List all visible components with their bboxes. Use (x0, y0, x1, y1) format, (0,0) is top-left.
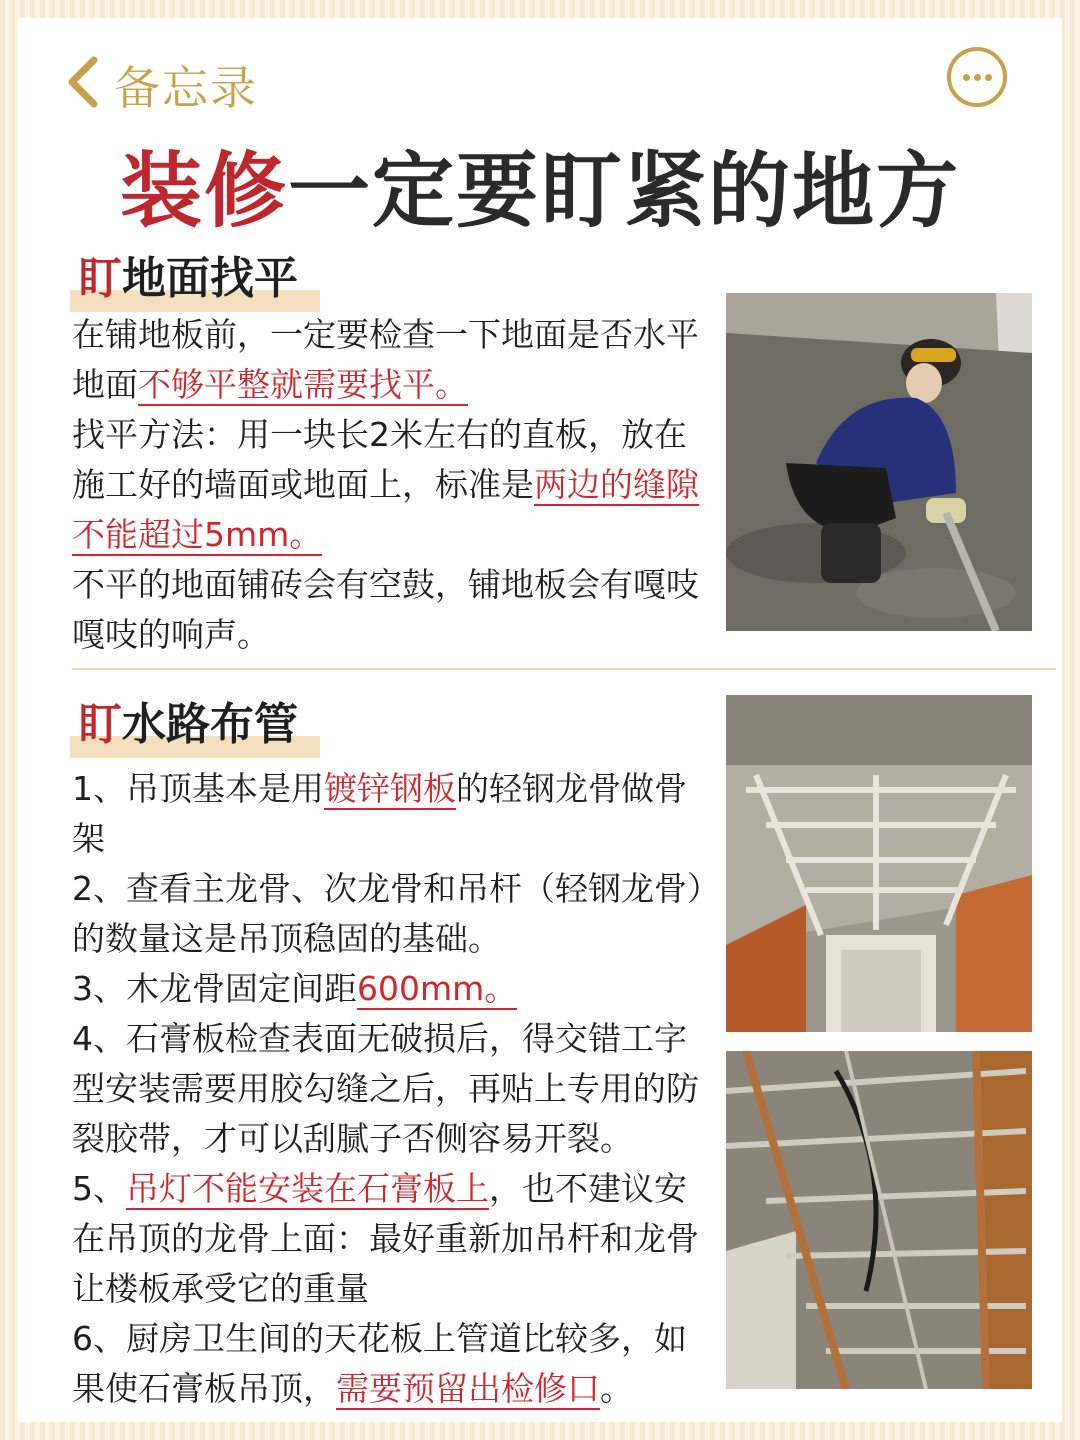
top-bar (18, 18, 1062, 118)
page-title-red: 装修 (119, 144, 288, 239)
highlight-text: 600mm。 (357, 969, 518, 1008)
more-dots-icon[interactable] (947, 47, 1007, 107)
section2-body (72, 764, 712, 1414)
section1-body (72, 310, 712, 660)
list-item: 1、吊顶基本是用镀锌钢板的轻钢龙骨做骨架 (72, 769, 687, 858)
heading-text: 水路布管 (122, 699, 298, 750)
list-item: 2、查看主龙骨、次龙骨和吊杆（轻钢龙骨）的数量这是吊顶稳固的基础。 (72, 869, 704, 958)
highlight-text: 不够平整就需要找平。 (138, 365, 468, 404)
highlight-text: 镀锌钢板 (324, 769, 456, 808)
ceiling-frame-photo-2 (726, 1051, 1032, 1389)
heading-text: 地面找平 (122, 253, 298, 304)
paragraph: 找平方法：用一块长2米左右的直板，放在施工好的墙面或地面上，标准是两边的缝隙不能超过5mm。 (72, 415, 699, 554)
highlight-text: 需要预留出检修口 (336, 1369, 600, 1408)
floor-leveling-photo (726, 293, 1032, 631)
highlight-text: 两边的缝隙不能超过5mm。 (72, 465, 699, 554)
heading-mark: 盯 (78, 699, 122, 750)
section-heading-water-pipes (70, 688, 320, 758)
paragraph: 不平的地面铺砖会有空鼓，铺地板会有嘎吱嘎吱的响声。 (72, 565, 699, 654)
chevron-left-icon[interactable] (62, 54, 104, 110)
ceiling-frame-photo-1 (726, 695, 1032, 1032)
page-title (18, 126, 1062, 243)
page-title-rest: 一定要盯紧的地方 (288, 144, 961, 239)
paragraph: 在铺地板前，一定要检查一下地面是否水平地面不够平整就需要找平。 (72, 315, 699, 404)
list-item: 6、厨房卫生间的天花板上管道比较多，如果使石膏板吊顶，需要预留出检修口。 (72, 1319, 687, 1408)
memo-card (18, 18, 1062, 1422)
section-divider (72, 668, 1056, 670)
back-label[interactable]: 备忘录 (114, 61, 258, 115)
list-item: 4、石膏板检查表面无破损后，得交错工字型安装需要用胶勾缝之后，再贴上专用的防裂胶带，才可以刮腻子否侧容易开裂。 (72, 1019, 699, 1158)
list-item: 5、吊灯不能安装在石膏板上，也不建议安在吊顶的龙骨上面：最好重新加吊杆和龙骨让楼板承受它的重量 (72, 1169, 699, 1308)
list-item: 3、木龙骨固定间距600mm。 (72, 969, 518, 1008)
heading-mark: 盯 (78, 253, 122, 304)
section-heading-floor (70, 242, 320, 312)
highlight-text: 吊灯不能安装在石膏板上 (126, 1169, 489, 1208)
